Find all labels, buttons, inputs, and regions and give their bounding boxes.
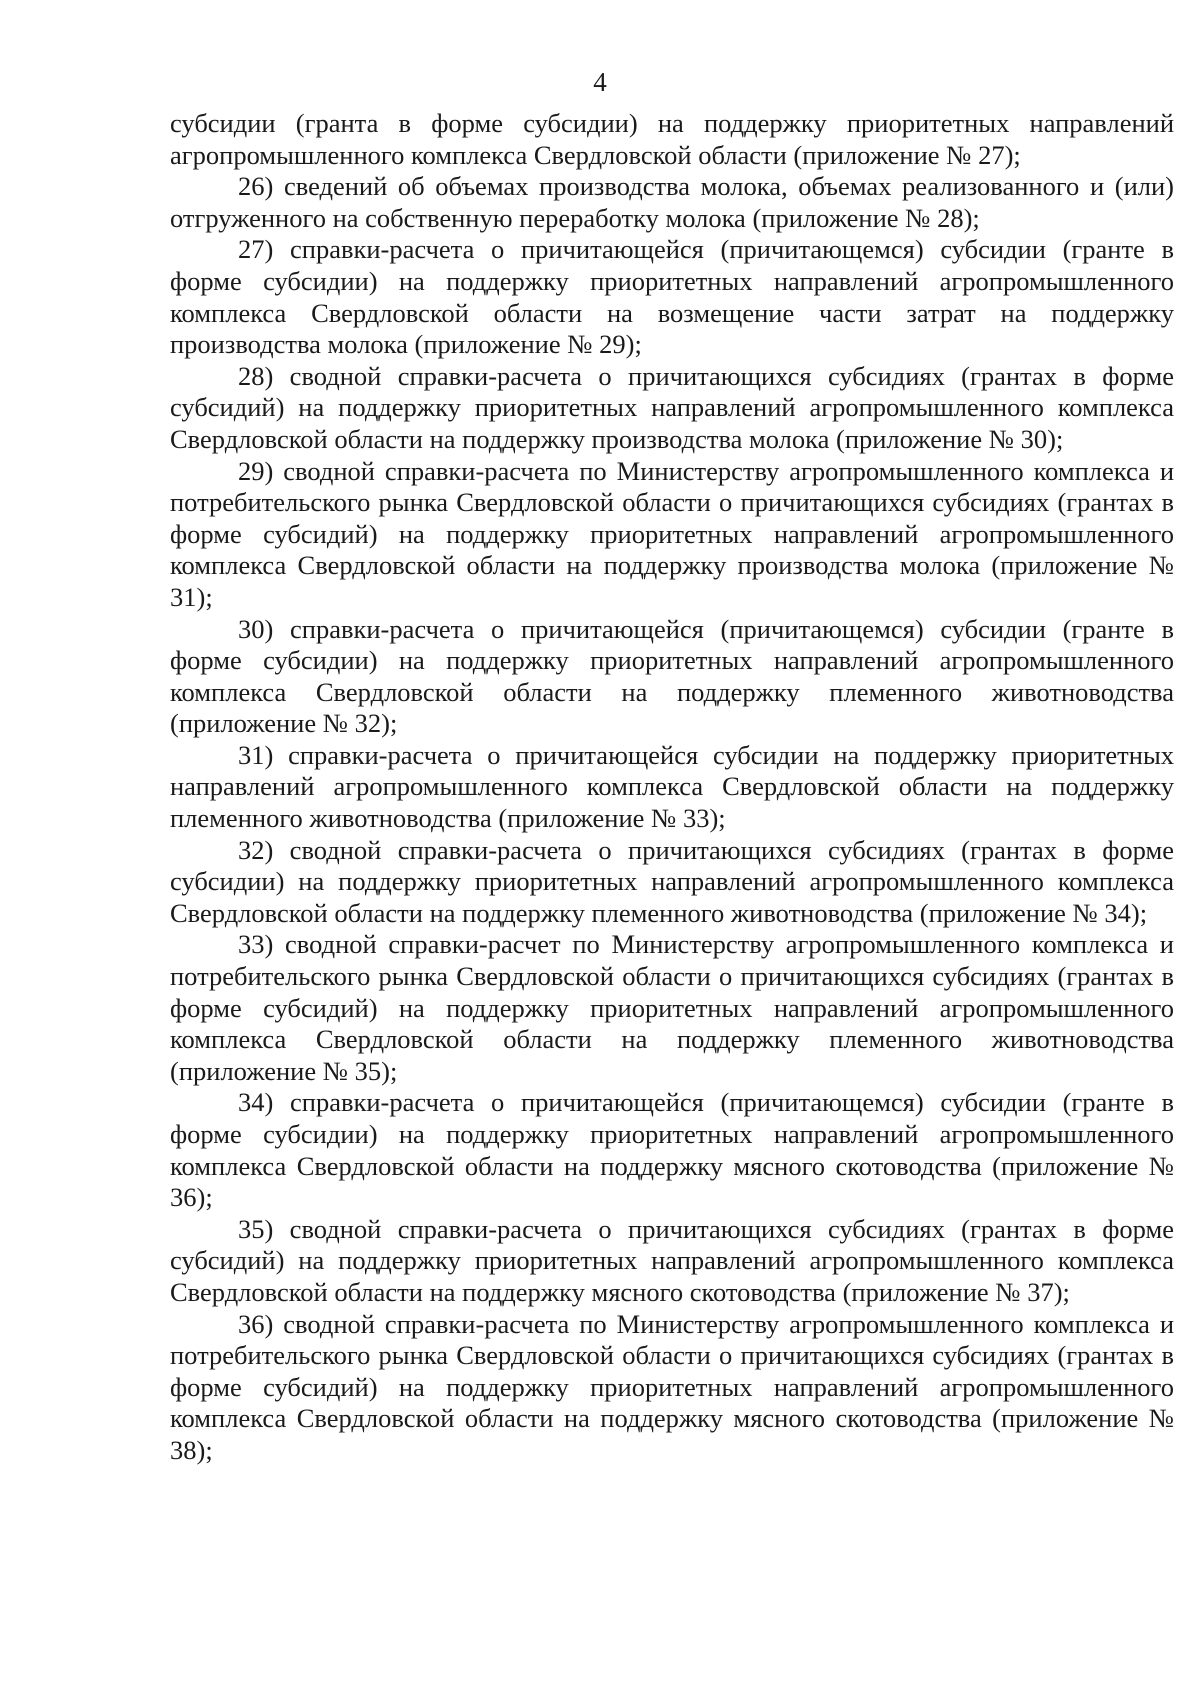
list-item-30: 30) справки-расчета о причитающейся (причитающемся) субсидии (гранте в форме субсидии) на поддержку приоритетных направлений агропромышленного комплекса Свердловской области на поддержку племенного животноводства (приложение № 32); [170, 613, 1174, 739]
list-item-28: 28) сводной справки-расчета о причитающихся субсидиях (грантах в форме субсидий) на поддержку приоритетных направлений агропромышленного комплекса Свердловской области на поддержку производства молока (приложение № 30); [170, 360, 1174, 454]
document-body [170, 108, 1174, 1467]
list-item-32: 32) сводной справки-расчета о причитающихся субсидиях (грантах в форме субсидии) на поддержку приоритетных направлений агропромышленного комплекса Свердловской области на поддержку племенного животноводства (приложение № 34); [170, 834, 1174, 928]
list-item-35: 35) сводной справки-расчета о причитающихся субсидиях (грантах в форме субсидий) на поддержку приоритетных направлений агропромышленного комплекса Свердловской области на поддержку мясного скотоводства (приложение № 37); [170, 1213, 1174, 1307]
list-item-26: 26) сведений об объемах производства молока, объемах реализованного и (или) отгруженного на собственную переработку молока (приложение № 28); [170, 171, 1174, 233]
list-item-31: 31) справки-расчета о причитающейся субсидии на поддержку приоритетных направлений агропромышленного комплекса Свердловской области на поддержку племенного животноводства (приложение № 33); [170, 739, 1174, 834]
list-item-33: 33) сводной справки-расчет по Министерству агропромышленного комплекса и потребительского рынка Свердловской области о причитающихся субсидиях (грантах в форме субсидий) на поддержку приоритетных направлений агропромышленного комплекса Свердловской области на поддержку племенного животноводства (приложение № 35); [170, 929, 1174, 1086]
list-item-34: 34) справки-расчета о причитающейся (причитающемся) субсидии (гранте в форме субсидии) на поддержку приоритетных направлений агропромышленного комплекса Свердловской области на поддержку мясного скотоводства (приложение № 36); [170, 1087, 1174, 1213]
page-number: 4 [593, 67, 607, 97]
list-item-36: 36) сводной справки-расчета по Министерству агропромышленного комплекса и потребительского рынка Свердловской области о причитающихся субсидиях (грантах в форме субсидий) на поддержку приоритетных направлений агропромышленного комплекса Свердловской области на поддержку мясного скотоводства (приложение № 38); [170, 1308, 1174, 1465]
list-item-27: 27) справки-расчета о причитающейся (причитающемся) субсидии (гранте в форме субсидии) на поддержку приоритетных направлений агропромышленного комплекса Свердловской области на возмещение части затрат на поддержку производства молока (приложение № 29); [170, 234, 1174, 360]
list-item-29: 29) сводной справки-расчета по Министерству агропромышленного комплекса и потребительского рынка Свердловской области о причитающихся субсидиях (грантах в форме субсидий) на поддержку приоритетных направлений агропромышленного комплекса Свердловской области на поддержку производства молока (приложение № 31); [170, 455, 1174, 612]
paragraph-continuation: субсидии (гранта в форме субсидии) на поддержку приоритетных направлений агропромышленного комплекса Свердловской области (приложение № 27); [170, 108, 1174, 170]
